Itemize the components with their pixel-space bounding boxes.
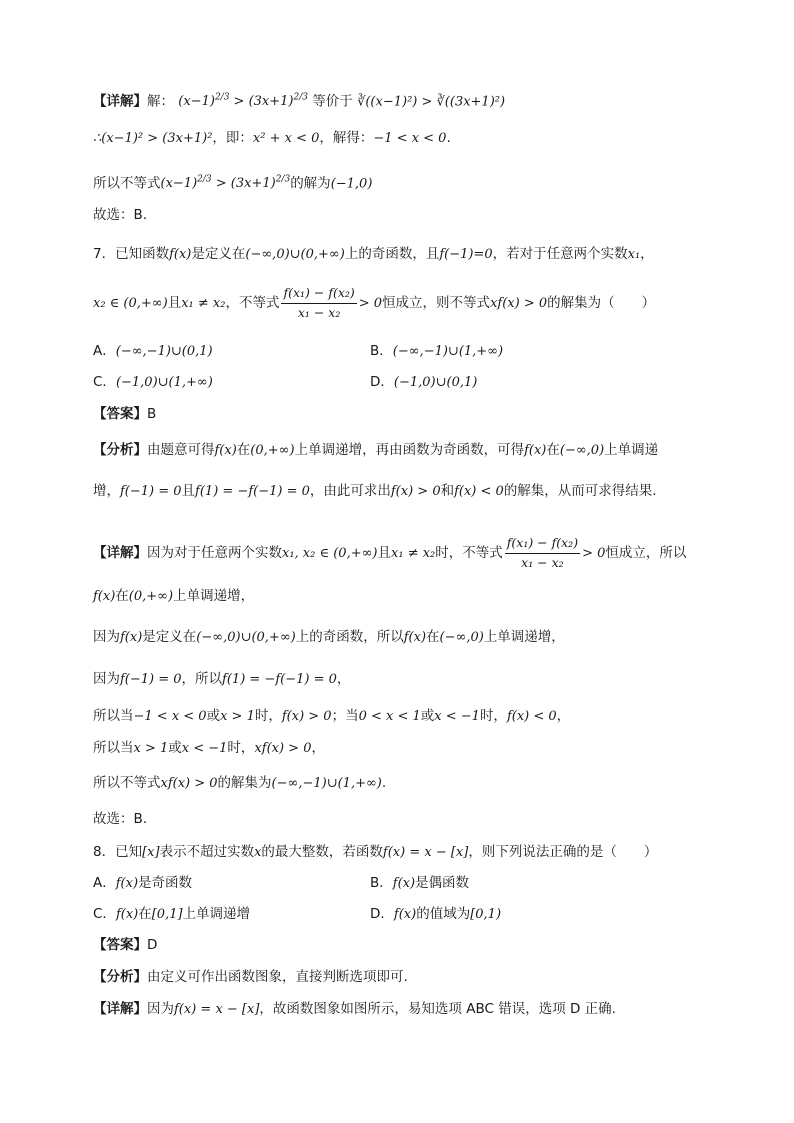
q8-answer: 【答案】D [93, 937, 158, 953]
detail-label: 【详解】 [93, 93, 147, 110]
q8-option-a: A．f(x)是奇函数 [93, 875, 193, 891]
q7-detail-3: 因为f(x)是定义在(−∞,0)∪(0,+∞)上的奇函数，所以f(x)在(−∞,0)上单调递增， [93, 629, 565, 645]
fraction: $\frac{\text{f(x₁) − f(x₂)}}{\text{x₁ − x₂}}$ [506, 535, 579, 570]
q8-detail: 【详解】因为f(x) = x − [x]，故函数图象如图所示，易知选项 ABC 错误，选项 D 正确. [93, 1001, 616, 1017]
inequality: $(x-1)^{2/3} > (3x+1)^{2/3}$ [178, 93, 308, 110]
q7-answer: 【答案】B [93, 406, 157, 422]
q7-option-c: C．(−1,0)∪(1,+∞) [93, 374, 213, 390]
q7-detail-6: 所以当x > 1或x < −1时，xf(x) > 0， [93, 740, 325, 756]
fraction: $\frac{\text{f(x₁) − f(x₂)}}{\text{x₁ − x₂}}$ [283, 285, 355, 320]
detail-line-2: ∴(x−1)² > (3x+1)²，即：x² + x < 0，解得：−1 < x < 0. [93, 130, 451, 146]
q7-option-b: B．(−∞,−1)∪(1,+∞) [370, 343, 504, 359]
choose-line: 故选：B. [93, 207, 148, 223]
q8-option-d: D．f(x)的值域为[0,1) [370, 906, 502, 922]
q8-analysis: 【分析】由定义可作出函数图象，直接判断选项即可. [93, 969, 408, 985]
detail-line-3: 所以不等式$(x-1)^{2/3} > (3x+1)^{2/3}$的解为(−1,0) [93, 175, 373, 192]
q7-analysis-2: 增，f(−1) = 0且f(1) = −f(−1) = 0，由此可求出f(x) > 0和f(x) < 0的解集，从而可求得结果. [93, 483, 657, 499]
q7-option-d: D．(−1,0)∪(0,1) [370, 374, 478, 390]
q7-detail-7: 所以不等式xf(x) > 0的解集为(−∞,−1)∪(1,+∞). [93, 775, 387, 791]
q7-choose: 故选：B. [93, 811, 148, 827]
q8-option-b: B．f(x)是偶函数 [370, 875, 470, 891]
q7-analysis-1: 【分析】由题意可得f(x)在(0,+∞)上单调递增，再由函数为奇函数，可得f(x)在(−∞,0)上单调递 [93, 442, 659, 458]
q7-detail-5: 所以当−1 < x < 0或x > 1时，f(x) > 0；当0 < x < 1或x < −1时，f(x) < 0， [93, 708, 571, 724]
q7-detail-1: 【详解】因为对于任意两个实数x₁, x₂ ∈ (0,+∞)且x₁ ≠ x₂时，不等式 $\frac{\text{f(x₁) − f(x₂)}}{\text{x₁ − x₂}}$ > 0恒成立，所以 [93, 535, 687, 570]
q7-detail-2: f(x)在(0,+∞)上单调递增， [93, 588, 255, 604]
q7-detail-4: 因为f(−1) = 0，所以f(1) = −f(−1) = 0， [93, 671, 351, 687]
q7-option-a: A．(−∞,−1)∪(0,1) [93, 343, 213, 359]
detail-line-1: 【详解】解： $(x-1)^{2/3} > (3x+1)^{2/3}$ 等价于 ∛((x−1)²) > ∛((3x+1)²) [93, 93, 506, 110]
q7-stem-1: 7．已知函数f(x)是定义在(−∞,0)∪(0,+∞)上的奇函数，且f(−1)=0，若对于任意两个实数x₁， [93, 246, 654, 262]
q8-stem: 8．已知[x]表示不超过实数x的最大整数，若函数f(x) = x − [x]，则下列说法正确的是（ ） [93, 844, 658, 860]
inequality: $(x-1)^{2/3} > (3x+1)^{2/3}$ [160, 175, 291, 192]
q7-stem-2: x₂ ∈ (0,+∞)且x₁ ≠ x₂，不等式 $\frac{\text{f(x₁) − f(x₂)}}{\text{x₁ − x₂}}$ > 0恒成立，则不等式xf(x) > 0的解集为（ ） [93, 285, 656, 320]
q8-option-c: C．f(x)在[0,1]上单调递增 [93, 906, 251, 922]
cube-root-inequality: ∛((x−1)²) > ∛((3x+1)²) [357, 94, 506, 110]
